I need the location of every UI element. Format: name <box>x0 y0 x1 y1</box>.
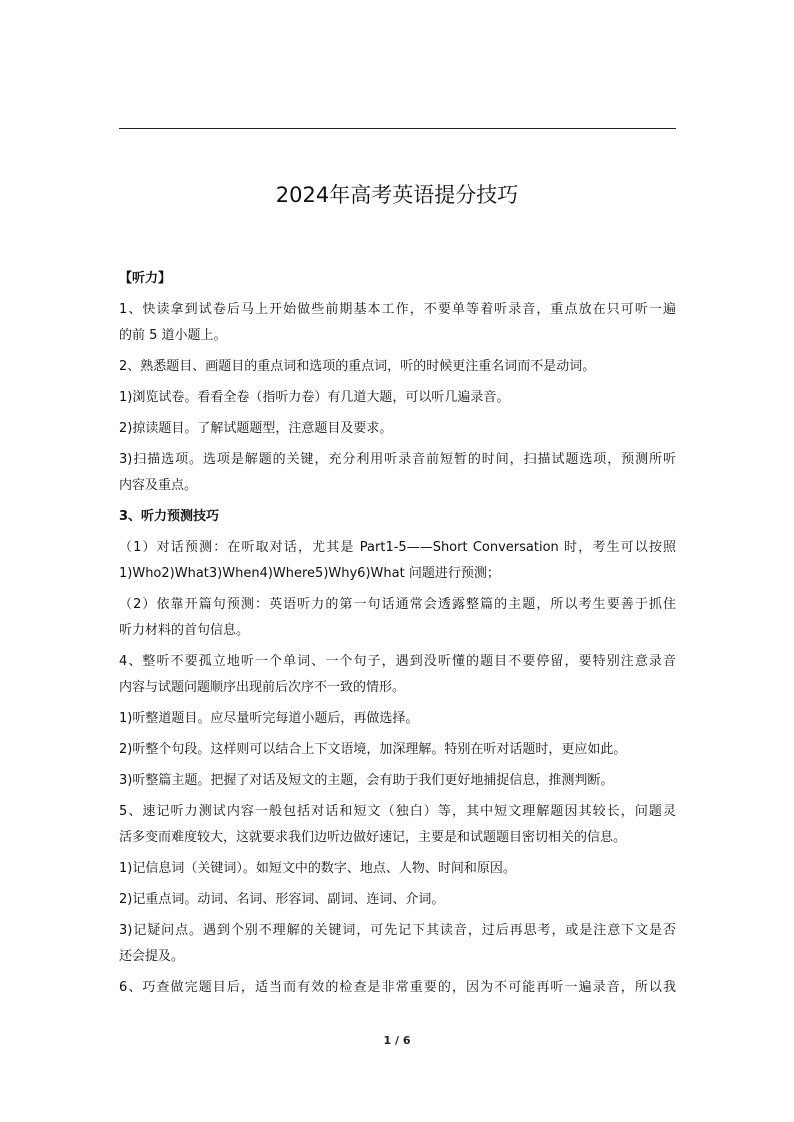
page-number: 1 / 6 <box>383 1034 411 1047</box>
paragraph-line: 2、熟悉题目、画题目的重点词和选项的重点词，听的时候更注重名词而不是动词。 <box>119 359 596 374</box>
paragraph-line: （1）对话预测：在听取对话，尤其是 Part1-5——Short Conversation 时，考生可以按照 <box>119 540 676 555</box>
paragraph-line: 6、巧查做完题目后，适当而有效的检查是非常重要的，因为不可能再听一遍录音，所以我 <box>119 980 676 995</box>
paragraph-line: 2)听整个句段。这样则可以结合上下文语境，加深理解。特别在听对话题时，更应如此。 <box>119 742 627 757</box>
paragraph-line: 1)记信息词（关键词）。如短文中的数字、地点、人物、时间和原因。 <box>119 861 516 876</box>
document-body <box>119 266 676 1001</box>
paragraph-line: （2）依靠开篇句预测：英语听力的第一句话通常会透露整篇的主题，所以考生要善于抓住 <box>119 597 676 612</box>
paragraph-line: 听力材料的首句信息。 <box>119 623 250 638</box>
subheading-listening-prediction: 3、听力预测技巧 <box>119 509 220 524</box>
paragraph-line: 3)扫描选项。选项是解题的关键，充分利用听录音前短暂的时间，扫描试题选项，预测所听 <box>119 452 676 467</box>
paragraph-line: 3)记疑问点。遇到个别不理解的关键词，可先记下其读音，过后再思考，或是注意下文是否 <box>119 923 676 938</box>
paragraph-line: 3)听整篇主题。把握了对话及短文的主题，会有助于我们更好地捕捉信息，推测判断。 <box>119 773 614 788</box>
paragraph-line: 1)听整道题目。应尽量听完每道小题后，再做选择。 <box>119 711 419 726</box>
document-title: 2024年高考英语提分技巧 <box>275 183 519 207</box>
paragraph-line: 1)浏览试卷。看看全卷（指听力卷）有几道大题，可以听几遍录音。 <box>119 390 510 405</box>
paragraph-line: 5、速记听力测试内容一般包括对话和短文（独白）等，其中短文理解题因其较长，问题灵 <box>119 804 676 819</box>
paragraph-line: 还会提及。 <box>119 949 185 964</box>
paragraph-line: 内容及重点。 <box>119 478 198 493</box>
section-heading-listening: 【听力】 <box>119 271 172 286</box>
paragraph-line: 1、快读拿到试卷后马上开始做些前期基本工作，不要单等着听录音，重点放在只可听一遍 <box>119 302 676 317</box>
paragraph-line: 1)Who2)What3)When4)Where5)Why6)What 问题进行预测； <box>119 566 500 581</box>
paragraph-line: 2)掠读题目。了解试题题型，注意题目及要求。 <box>119 421 393 436</box>
header-rule <box>119 128 676 129</box>
paragraph-line: 2)记重点词。动词、名词、形容词、副词、连词、介词。 <box>119 892 445 907</box>
paragraph-line: 活多变而难度较大，这就要求我们边听边做好速记，主要是和试题题目密切相关的信息。 <box>119 830 627 845</box>
paragraph-line: 的前 5 道小题上。 <box>119 328 227 343</box>
paragraph-line: 4、整听不要孤立地听一个单词、一个句子，遇到没听懂的题目不要停留，要特别注意录音 <box>119 654 676 669</box>
paragraph-line: 内容与试题问题顺序出现前后次序不一致的情形。 <box>119 680 406 695</box>
